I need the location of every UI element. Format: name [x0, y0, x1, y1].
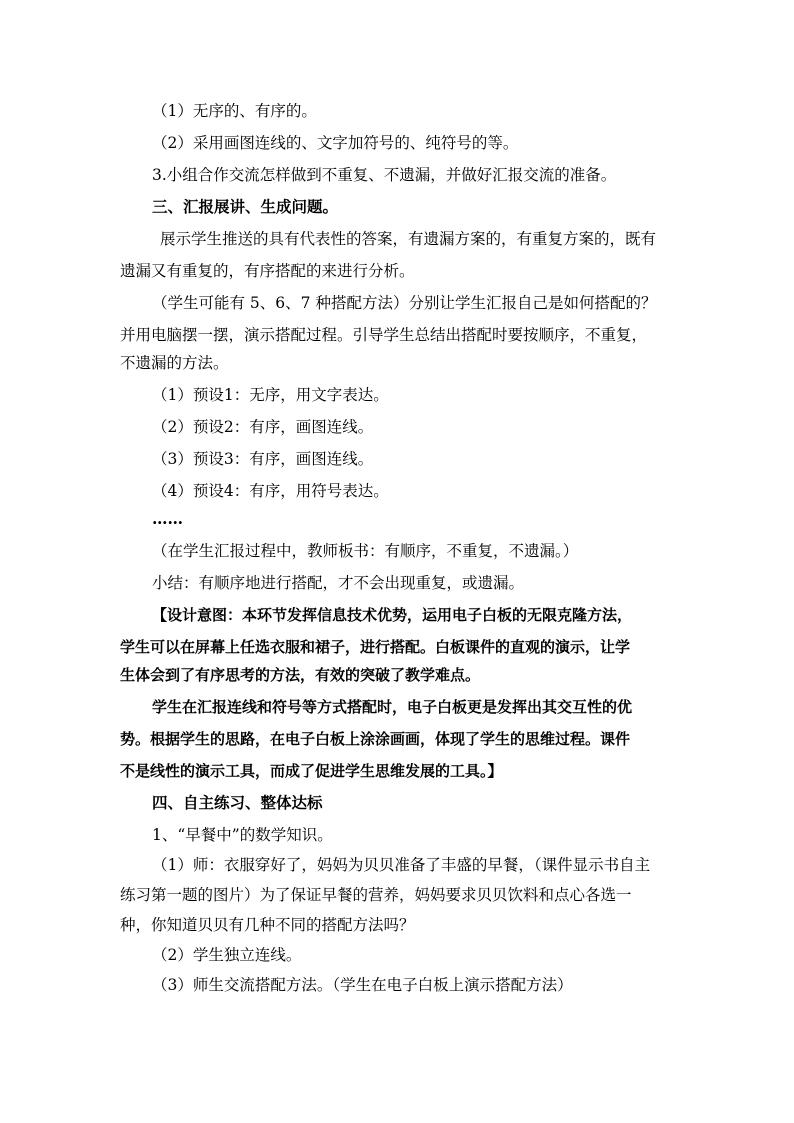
text-line: 遗漏又有重复的，有序搭配的来进行分析。 [120, 262, 415, 280]
text-line: （1）无序的、有序的。 [152, 102, 317, 120]
text-line: （1）预设1：无序，用文字表达。 [152, 386, 389, 404]
text-line: （4）预设4：有序，用符号表达。 [152, 482, 389, 500]
text-line: （3）师生交流搭配方法。（学生在电子白板上演示搭配方法） [152, 976, 573, 994]
text-line: 练习第一题的图片）为了保证早餐的营养，妈妈要求贝贝饮料和点心各选一 [120, 886, 632, 904]
design-note: 势。根据学生的思路，在电子白板上涂涂画画，体现了学生的思维过程。课件 [120, 730, 631, 748]
text-line: （2）预设2：有序，画图连线。 [152, 418, 374, 436]
section-heading: 四、自主练习、整体达标 [152, 793, 323, 812]
text-line: 1、“早餐中”的数学知识。 [152, 826, 333, 844]
text-line: （3）预设3：有序，画图连线。 [152, 450, 374, 468]
ellipsis: …… [152, 509, 183, 528]
text-line: （学生可能有 5、6、7 种搭配方法）分别让学生汇报自己是如何搭配的？ [152, 294, 657, 312]
design-note: 不是线性的演示工具，而成了促进学生思维发展的工具。】 [120, 762, 503, 780]
text-line: 种，你知道贝贝有几种不同的搭配方法吗？ [120, 916, 415, 934]
text-line: 3.小组合作交流怎样做到不重复、不遗漏，并做好汇报交流的准备。 [152, 166, 617, 184]
design-note: 【设计意图：本环节发挥信息技术优势，运用电子白板的无限克隆方法， [152, 606, 633, 624]
design-note: 生体会到了有序思考的方法，有效的突破了教学难点。 [120, 666, 481, 684]
text-line: （在学生汇报过程中，教师板书：有顺序，不重复，不遗漏。） [152, 542, 579, 560]
text-line: 小结：有顺序地进行搭配，才不会出现重复，或遗漏。 [152, 574, 525, 592]
section-heading: 三、汇报展讲、生成问题。 [152, 197, 339, 216]
design-note: 学生在汇报连线和符号等方式搭配时，电子白板更是发挥出其交互性的优 [152, 698, 633, 716]
text-line: 展示学生推送的具有代表性的答案，有遗漏方案的，有重复方案的，既有 [160, 230, 657, 248]
text-line: （2）采用画图连线的、文字加符号的、纯符号的等。 [152, 134, 519, 152]
text-line: 并用电脑摆一摆，演示搭配过程。引导学生总结出搭配时要按顺序，不重复， [120, 326, 648, 344]
text-line: （2）学生独立连线。 [152, 946, 302, 964]
design-note: 学生可以在屏幕上任选衣服和裙子，进行搭配。白板课件的直观的演示，让学 [120, 638, 631, 656]
text-line: 不遗漏的方法。 [120, 354, 229, 372]
text-line: （1）师：衣服穿好了，妈妈为贝贝准备了丰盛的早餐，（课件显示书自主 [152, 856, 651, 874]
